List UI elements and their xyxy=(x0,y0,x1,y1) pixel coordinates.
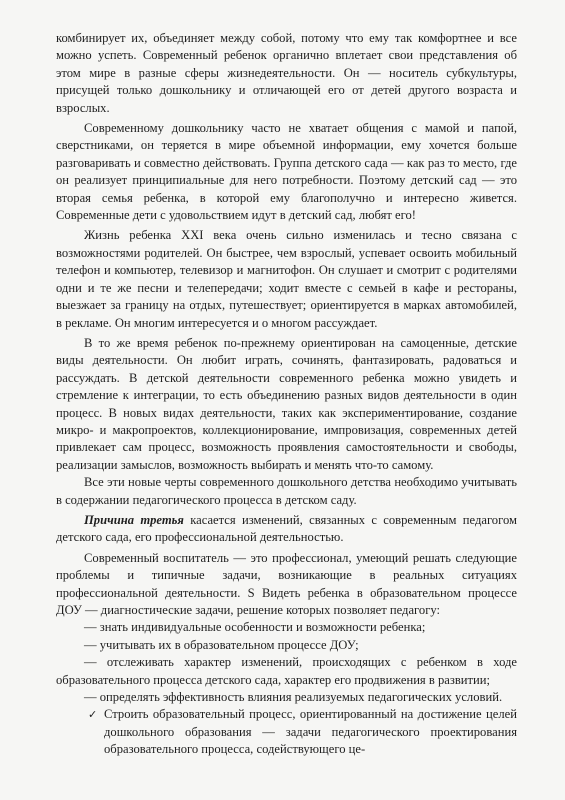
paragraph-3: Жизнь ребенка XXI века очень сильно изменилась и тесно связана с возможностями родителей. Он быстрее, чем взрослый, успевает освоить мобильный телефон и компьютер, телевизор и магнитофон. Он слушает и смотрит с родителями одни и те же песни и телепередачи; ходит вместе с семьей в кафе и рестораны, выезжает за границу на отдых, путешествует; ориентируется в марках автомобилей, в рекламе. Он многим интересуется и о многом рассуждает. xyxy=(56,228,517,330)
check-item-text: Строить образовательный процесс, ориентированный на достижение целей дошкольного образования — задачи педагогического проектирования образовательного процесса, содействующего це- xyxy=(104,707,517,757)
paragraph-2: Современному дошкольнику часто не хватает общения с мамой и папой, сверстниками, он теряется в мире объемной информации, ему хочется больше разговаривать и совместно действовать. Группа детского сада — как раз то место, где он реализует принципиальные для него потребности. Поэтому детский сад — это вторая семья ребенка, в которой ему благополучно и интересно живется. Современные дети с удовольствием идут в детский сад, любят его! xyxy=(56,121,517,223)
paragraph-4: В то же время ребенок по-прежнему ориентирован на самоценные, детские виды деятельности. Он любит играть, сочинять, фантазировать, радоваться и рассуждать. В детской деятельности современного ребенка можно увидеть и стремление к интеграции, то есть объединению разных видов деятельности в один процесс. В новых видах деятельности, таких как экспериментирование, создание микро- и макропроектов, коллекционирование, импровизация, современных детей привлекает сам процесс, возможность проявления самостоятельности и свободы, реализации замыслов, возможность выбирать и менять что-то самому. xyxy=(56,335,517,472)
dash-item: — знать индивидуальные особенности и возможности ребенка; xyxy=(84,620,426,635)
reason-emphasis: Причина третья xyxy=(84,512,184,527)
paragraph-5: Все эти новые черты современного дошкольного детства необходимо учитывать в содержании педагогического процесса в детском саду. xyxy=(56,475,517,507)
checkmark-icon: ✓ xyxy=(88,708,98,722)
paragraph-1: комбинирует их, объединяет между собой, потому что ему так комфортнее и все можно успеть. Современный ребенок органично вплетает свои представления об этом мире в разные сферы жизнедеятельности. Он — носитель субкультуры, присущей только дошкольнику и отличающей его от детей другого возраста и взрослых. xyxy=(56,31,517,115)
reason-text: касается изменений, связанных с современным педагогом детского сада, его профессиональной деятельностью. xyxy=(56,512,517,545)
reason-paragraph xyxy=(56,512,517,547)
check-list-item xyxy=(56,706,517,758)
dash-item: — учитывать их в образовательном процессе ДОУ; xyxy=(84,637,359,652)
dash-item: — отслеживать характер изменений, происходящих с ребенком в ходе образовательного процесса детского сада, характер его продвижения в развитии; xyxy=(56,655,517,687)
educator-paragraph: Современный воспитатель — это профессионал, умеющий решать следующие проблемы и типичные задачи, возникающие в реальных ситуациях профессиональной деятельности. S Видеть ребенка в образовательном процессе ДОУ — диагностические задачи, решение которых позволяет педагогу: xyxy=(56,550,517,617)
dash-item: — определять эффективность влияния реализуемых педагогических условий. xyxy=(84,690,503,705)
